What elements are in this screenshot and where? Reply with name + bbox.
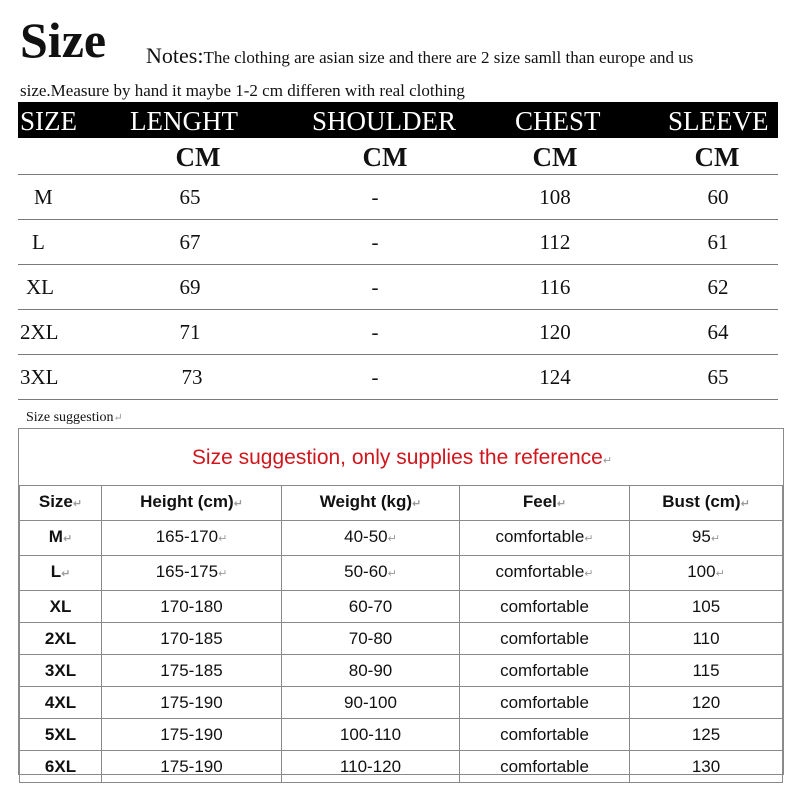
suggestion-header-row [20,486,783,521]
cell-size: XL [26,275,54,299]
cell-height: 170-185 [102,623,282,655]
cell-height: 170-180 [102,591,282,623]
cell-chest: 120 [539,320,571,344]
cell-bust: 110 [630,623,783,655]
size-suggestion-caption [26,409,123,427]
suggestion-title-text: Size suggestion, only supplies the reference [191,446,603,469]
table-row [18,220,778,265]
header-chest: CHEST [515,106,601,136]
cell-height: 175-190 [102,719,282,751]
cell-bust: 95↵ [630,521,783,556]
table-row [20,687,783,719]
cell-shoulder: - [371,365,379,389]
table-row [20,751,783,783]
cell-chest: 116 [539,275,571,299]
page-header [0,0,800,100]
cell-size: 2XL [20,320,59,344]
unit-sleeve: CM [694,142,740,172]
size-suggestion-title [19,443,785,476]
cell-sleeve: 64 [707,320,729,344]
cell-chest: 108 [539,185,571,209]
cell-weight: 110-120 [282,751,460,783]
cell-shoulder: - [371,230,379,254]
cell-height: 175-190 [102,687,282,719]
cell-length: 69 [179,275,201,299]
measurement-units-row [18,138,778,174]
cell-height: 175-185 [102,655,282,687]
cell-feel: comfortable [460,751,630,783]
cell-shoulder: - [371,275,379,299]
cell-size: L↵ [20,556,102,591]
header-size: Size↵ [20,486,102,521]
header-length: LENGHT [130,106,238,136]
table-row [18,355,778,400]
cell-length: 73 [181,365,203,389]
cell-weight: 90-100 [282,687,460,719]
cell-weight: 50-60↵ [282,556,460,591]
cell-weight: 80-90 [282,655,460,687]
header-shoulder: SHOULDER [312,106,457,136]
header-sleeve: SLEEVE [668,106,769,136]
table-row [20,655,783,687]
paragraph-mark-icon: ↵ [602,455,613,467]
size-suggestion-table [19,485,783,783]
header-size: SIZE [20,106,77,136]
table-row [20,623,783,655]
cell-length: 65 [179,185,201,209]
cell-height: 175-190 [102,751,282,783]
cell-bust: 125 [630,719,783,751]
header-height: Height (cm)↵ [102,486,282,521]
notes-text-line-1 [146,44,693,70]
cell-size: 3XL [20,655,102,687]
cell-size: M↵ [20,521,102,556]
cell-bust: 100↵ [630,556,783,591]
notes-line-1-text: The clothing are asian size and there are 2 size samll than europe and us [203,48,694,67]
unit-length: CM [175,142,221,172]
table-row [18,310,778,355]
cell-weight: 40-50↵ [282,521,460,556]
cell-sleeve: 60 [707,185,729,209]
cell-size: 5XL [20,719,102,751]
cell-bust: 120 [630,687,783,719]
caption-text: Size suggestion [26,410,114,425]
cell-size: 3XL [20,365,59,389]
notes-label: Notes: [146,43,204,68]
table-row [18,265,778,310]
cell-bust: 115 [630,655,783,687]
notes-text-line-2: size.Measure by hand it maybe 1-2 cm differen with real clothing [20,81,465,100]
cell-feel: comfortable↵ [460,556,630,591]
cell-shoulder: - [371,320,379,344]
cell-feel: comfortable [460,719,630,751]
measurement-table-header [18,102,778,138]
table-row [20,556,783,591]
cell-size: XL [20,591,102,623]
cell-size: 4XL [20,687,102,719]
header-weight: Weight (kg)↵ [282,486,460,521]
table-row [18,174,778,220]
cell-bust: 130 [630,751,783,783]
table-row [20,521,783,556]
cell-feel: comfortable [460,591,630,623]
cell-sleeve: 61 [707,230,729,254]
page-title: Size [20,12,107,68]
header-bust: Bust (cm)↵ [630,486,783,521]
cell-feel: comfortable↵ [460,521,630,556]
header-feel: Feel↵ [460,486,630,521]
cell-chest: 112 [539,230,571,254]
measurement-rows [18,174,778,400]
cell-height: 165-175↵ [102,556,282,591]
cell-bust: 105 [630,591,783,623]
table-row [20,591,783,623]
cell-length: 67 [179,230,201,254]
unit-chest: CM [532,142,578,172]
cell-weight: 60-70 [282,591,460,623]
cell-feel: comfortable [460,623,630,655]
paragraph-mark-icon: ↵ [113,412,123,424]
size-suggestion-table-box [18,428,784,775]
cell-sleeve: 65 [707,365,729,389]
cell-length: 71 [179,320,201,344]
table-row [20,719,783,751]
cell-size: 2XL [20,623,102,655]
cell-size: 6XL [20,751,102,783]
cell-size: M [34,185,53,209]
cell-chest: 124 [539,365,571,389]
cell-feel: comfortable [460,655,630,687]
measurement-table [18,102,778,400]
unit-shoulder: CM [362,142,408,172]
cell-sleeve: 62 [707,275,729,299]
cell-weight: 100-110 [282,719,460,751]
cell-feel: comfortable [460,687,630,719]
cell-shoulder: - [371,185,379,209]
cell-height: 165-170↵ [102,521,282,556]
cell-size: L [32,230,45,254]
cell-weight: 70-80 [282,623,460,655]
